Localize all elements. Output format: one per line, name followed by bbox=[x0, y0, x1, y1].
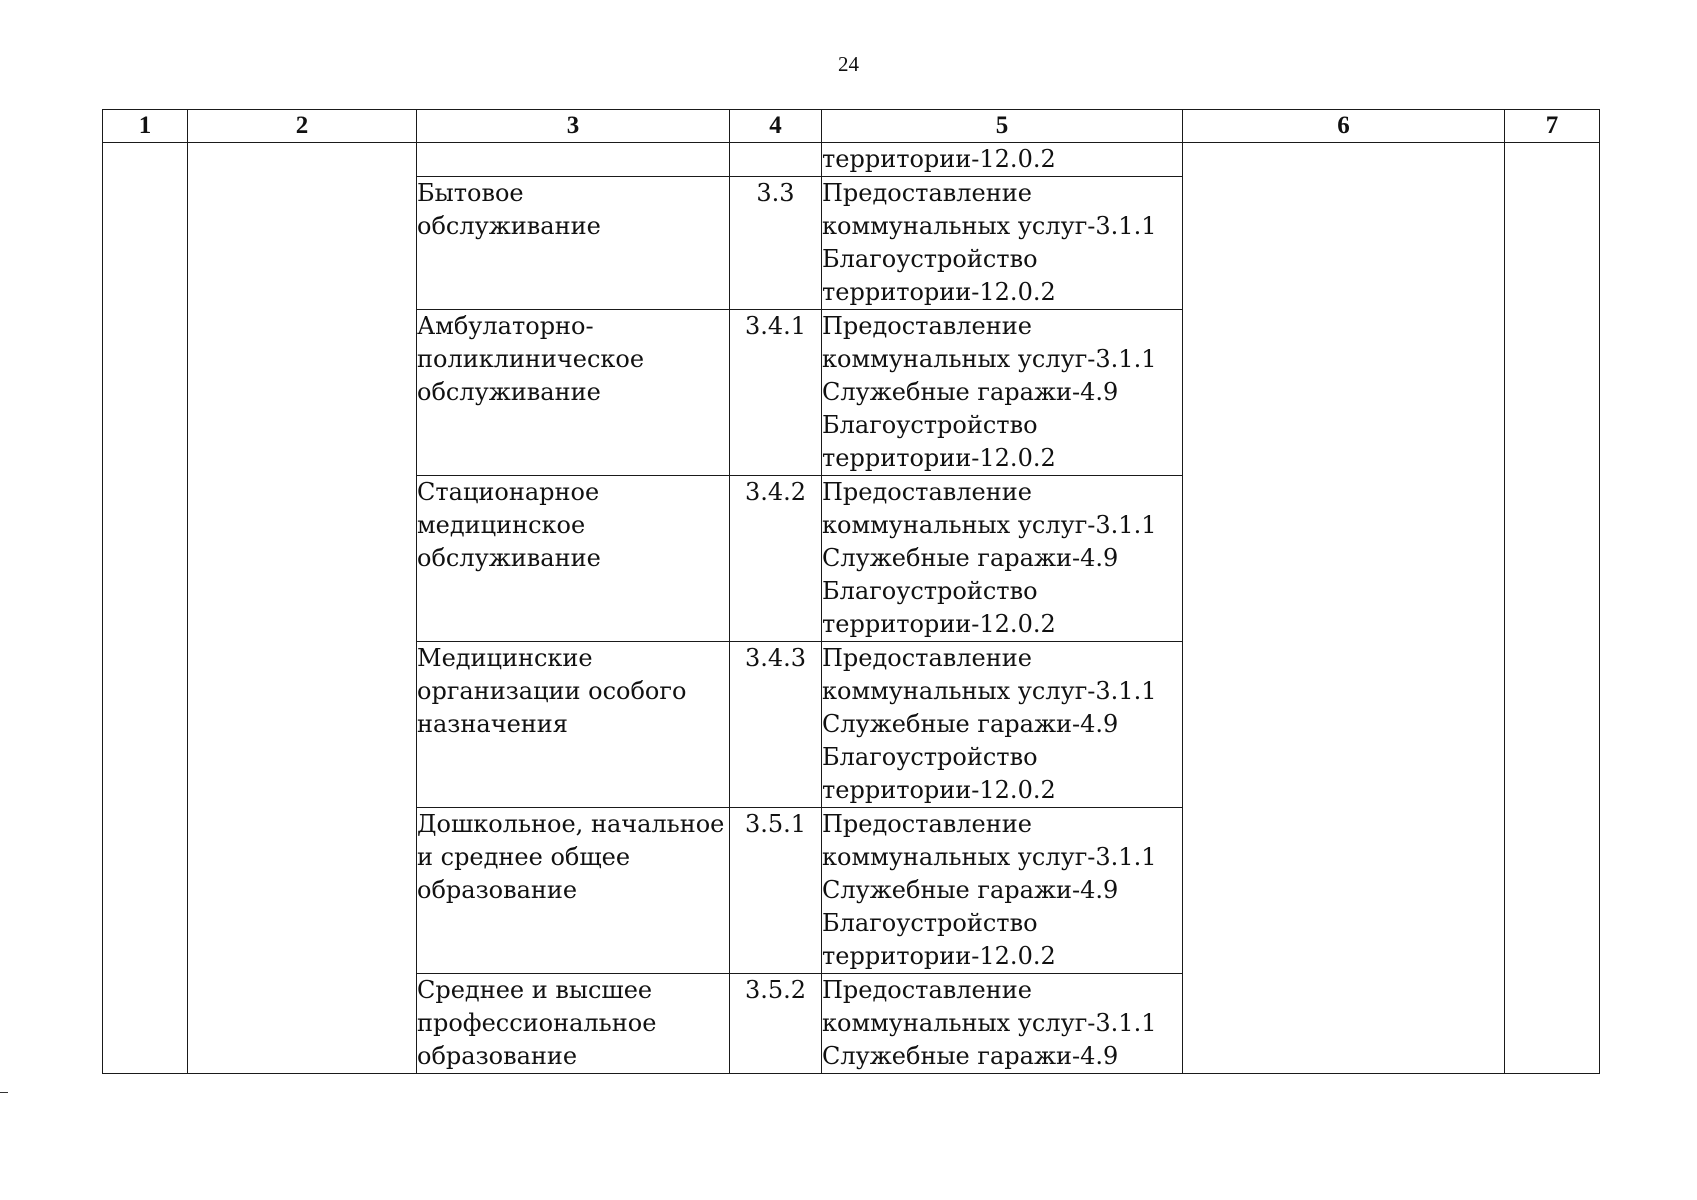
permitted-uses-cell bbox=[822, 642, 1183, 808]
table-row bbox=[103, 143, 1600, 177]
header-row bbox=[103, 110, 1600, 143]
permitted-line: территории-12.0.2 bbox=[822, 776, 1056, 804]
permitted-line: Предоставление bbox=[822, 810, 1032, 838]
use-code-cell: 3.3 bbox=[730, 177, 822, 310]
use-code-cell: 3.5.1 bbox=[730, 808, 822, 974]
header-col-5: 5 bbox=[822, 110, 1183, 143]
header-col-4: 4 bbox=[730, 110, 822, 143]
use-code-cell bbox=[730, 143, 822, 177]
permitted-line: коммунальных услуг-3.1.1 bbox=[822, 677, 1157, 705]
header-col-3: 3 bbox=[417, 110, 730, 143]
permitted-line: Служебные гаражи-4.9 bbox=[822, 710, 1119, 738]
permitted-line: Благоустройство bbox=[822, 245, 1038, 273]
header-col-7: 7 bbox=[1505, 110, 1600, 143]
use-code-cell: 3.4.2 bbox=[730, 476, 822, 642]
page-number: 24 bbox=[838, 52, 859, 76]
use-name-line: Среднее и высшее bbox=[417, 976, 653, 1004]
header-col-1: 1 bbox=[103, 110, 188, 143]
use-name-line: Медицинские bbox=[417, 644, 593, 672]
col-7-cell bbox=[1505, 143, 1600, 1074]
permitted-line: Благоустройство bbox=[822, 743, 1038, 771]
permitted-uses-cell bbox=[822, 310, 1183, 476]
col-1-cell bbox=[103, 143, 188, 1074]
use-name-line: Амбулаторно- bbox=[417, 312, 594, 340]
use-name-line: обслуживание bbox=[417, 378, 601, 406]
permitted-line: Благоустройство bbox=[822, 411, 1038, 439]
permitted-line: коммунальных услуг-3.1.1 bbox=[822, 843, 1157, 871]
use-name-line: медицинское bbox=[417, 511, 586, 539]
permitted-line: Благоустройство bbox=[822, 909, 1038, 937]
use-name-cell bbox=[417, 310, 730, 476]
permitted-uses-cell bbox=[822, 476, 1183, 642]
permitted-uses-cell bbox=[822, 177, 1183, 310]
use-name-line: поликлиническое bbox=[417, 345, 645, 373]
permitted-line: Предоставление bbox=[822, 644, 1032, 672]
permitted-line: территории-12.0.2 bbox=[822, 444, 1056, 472]
use-name-cell bbox=[417, 642, 730, 808]
permitted-line: коммунальных услуг-3.1.1 bbox=[822, 212, 1157, 240]
permitted-line: коммунальных услуг-3.1.1 bbox=[822, 345, 1157, 373]
permitted-line: Предоставление bbox=[822, 312, 1032, 340]
use-name-line: обслуживание bbox=[417, 212, 601, 240]
permitted-line: Предоставление bbox=[822, 179, 1032, 207]
permitted-line: Служебные гаражи-4.9 bbox=[822, 876, 1119, 904]
header-col-2: 2 bbox=[188, 110, 417, 143]
use-name-line: Бытовое bbox=[417, 179, 524, 207]
use-name-cell bbox=[417, 177, 730, 310]
zoning-table bbox=[102, 109, 1600, 1074]
use-name-line: организации особого bbox=[417, 677, 687, 705]
use-name-line: образование bbox=[417, 1042, 578, 1070]
use-name-line: и среднее общее bbox=[417, 843, 631, 871]
permitted-line: Предоставление bbox=[822, 976, 1032, 1004]
use-code-cell: 3.4.3 bbox=[730, 642, 822, 808]
use-name-cell bbox=[417, 808, 730, 974]
permitted-line: территории-12.0.2 bbox=[822, 942, 1056, 970]
permitted-line: Служебные гаражи-4.9 bbox=[822, 1042, 1119, 1070]
use-name-line: назначения bbox=[417, 710, 568, 738]
permitted-line: Благоустройство bbox=[822, 577, 1038, 605]
use-name-line: Дошкольное, начальное bbox=[417, 810, 725, 838]
permitted-line: территории-12.0.2 bbox=[822, 145, 1056, 173]
permitted-line: Служебные гаражи-4.9 bbox=[822, 544, 1119, 572]
margin-mark bbox=[0, 1092, 8, 1093]
permitted-line: территории-12.0.2 bbox=[822, 610, 1056, 638]
use-name-line: профессиональное bbox=[417, 1009, 657, 1037]
use-code-cell: 3.5.2 bbox=[730, 974, 822, 1074]
use-name-cell bbox=[417, 974, 730, 1074]
header-col-6: 6 bbox=[1183, 110, 1505, 143]
col-2-cell bbox=[188, 143, 417, 1074]
use-name-line: обслуживание bbox=[417, 544, 601, 572]
permitted-line: Предоставление bbox=[822, 478, 1032, 506]
use-name-cell bbox=[417, 143, 730, 177]
permitted-uses-cell bbox=[822, 974, 1183, 1074]
permitted-uses-cell bbox=[822, 143, 1183, 177]
permitted-line: территории-12.0.2 bbox=[822, 278, 1056, 306]
use-code-cell: 3.4.1 bbox=[730, 310, 822, 476]
permitted-line: коммунальных услуг-3.1.1 bbox=[822, 1009, 1157, 1037]
table-frame bbox=[102, 109, 1599, 1070]
permitted-line: коммунальных услуг-3.1.1 bbox=[822, 511, 1157, 539]
use-name-line: образование bbox=[417, 876, 578, 904]
permitted-line: Служебные гаражи-4.9 bbox=[822, 378, 1119, 406]
use-name-cell bbox=[417, 476, 730, 642]
permitted-uses-cell bbox=[822, 808, 1183, 974]
use-name-line: Стационарное bbox=[417, 478, 600, 506]
col-6-cell bbox=[1183, 143, 1505, 1074]
